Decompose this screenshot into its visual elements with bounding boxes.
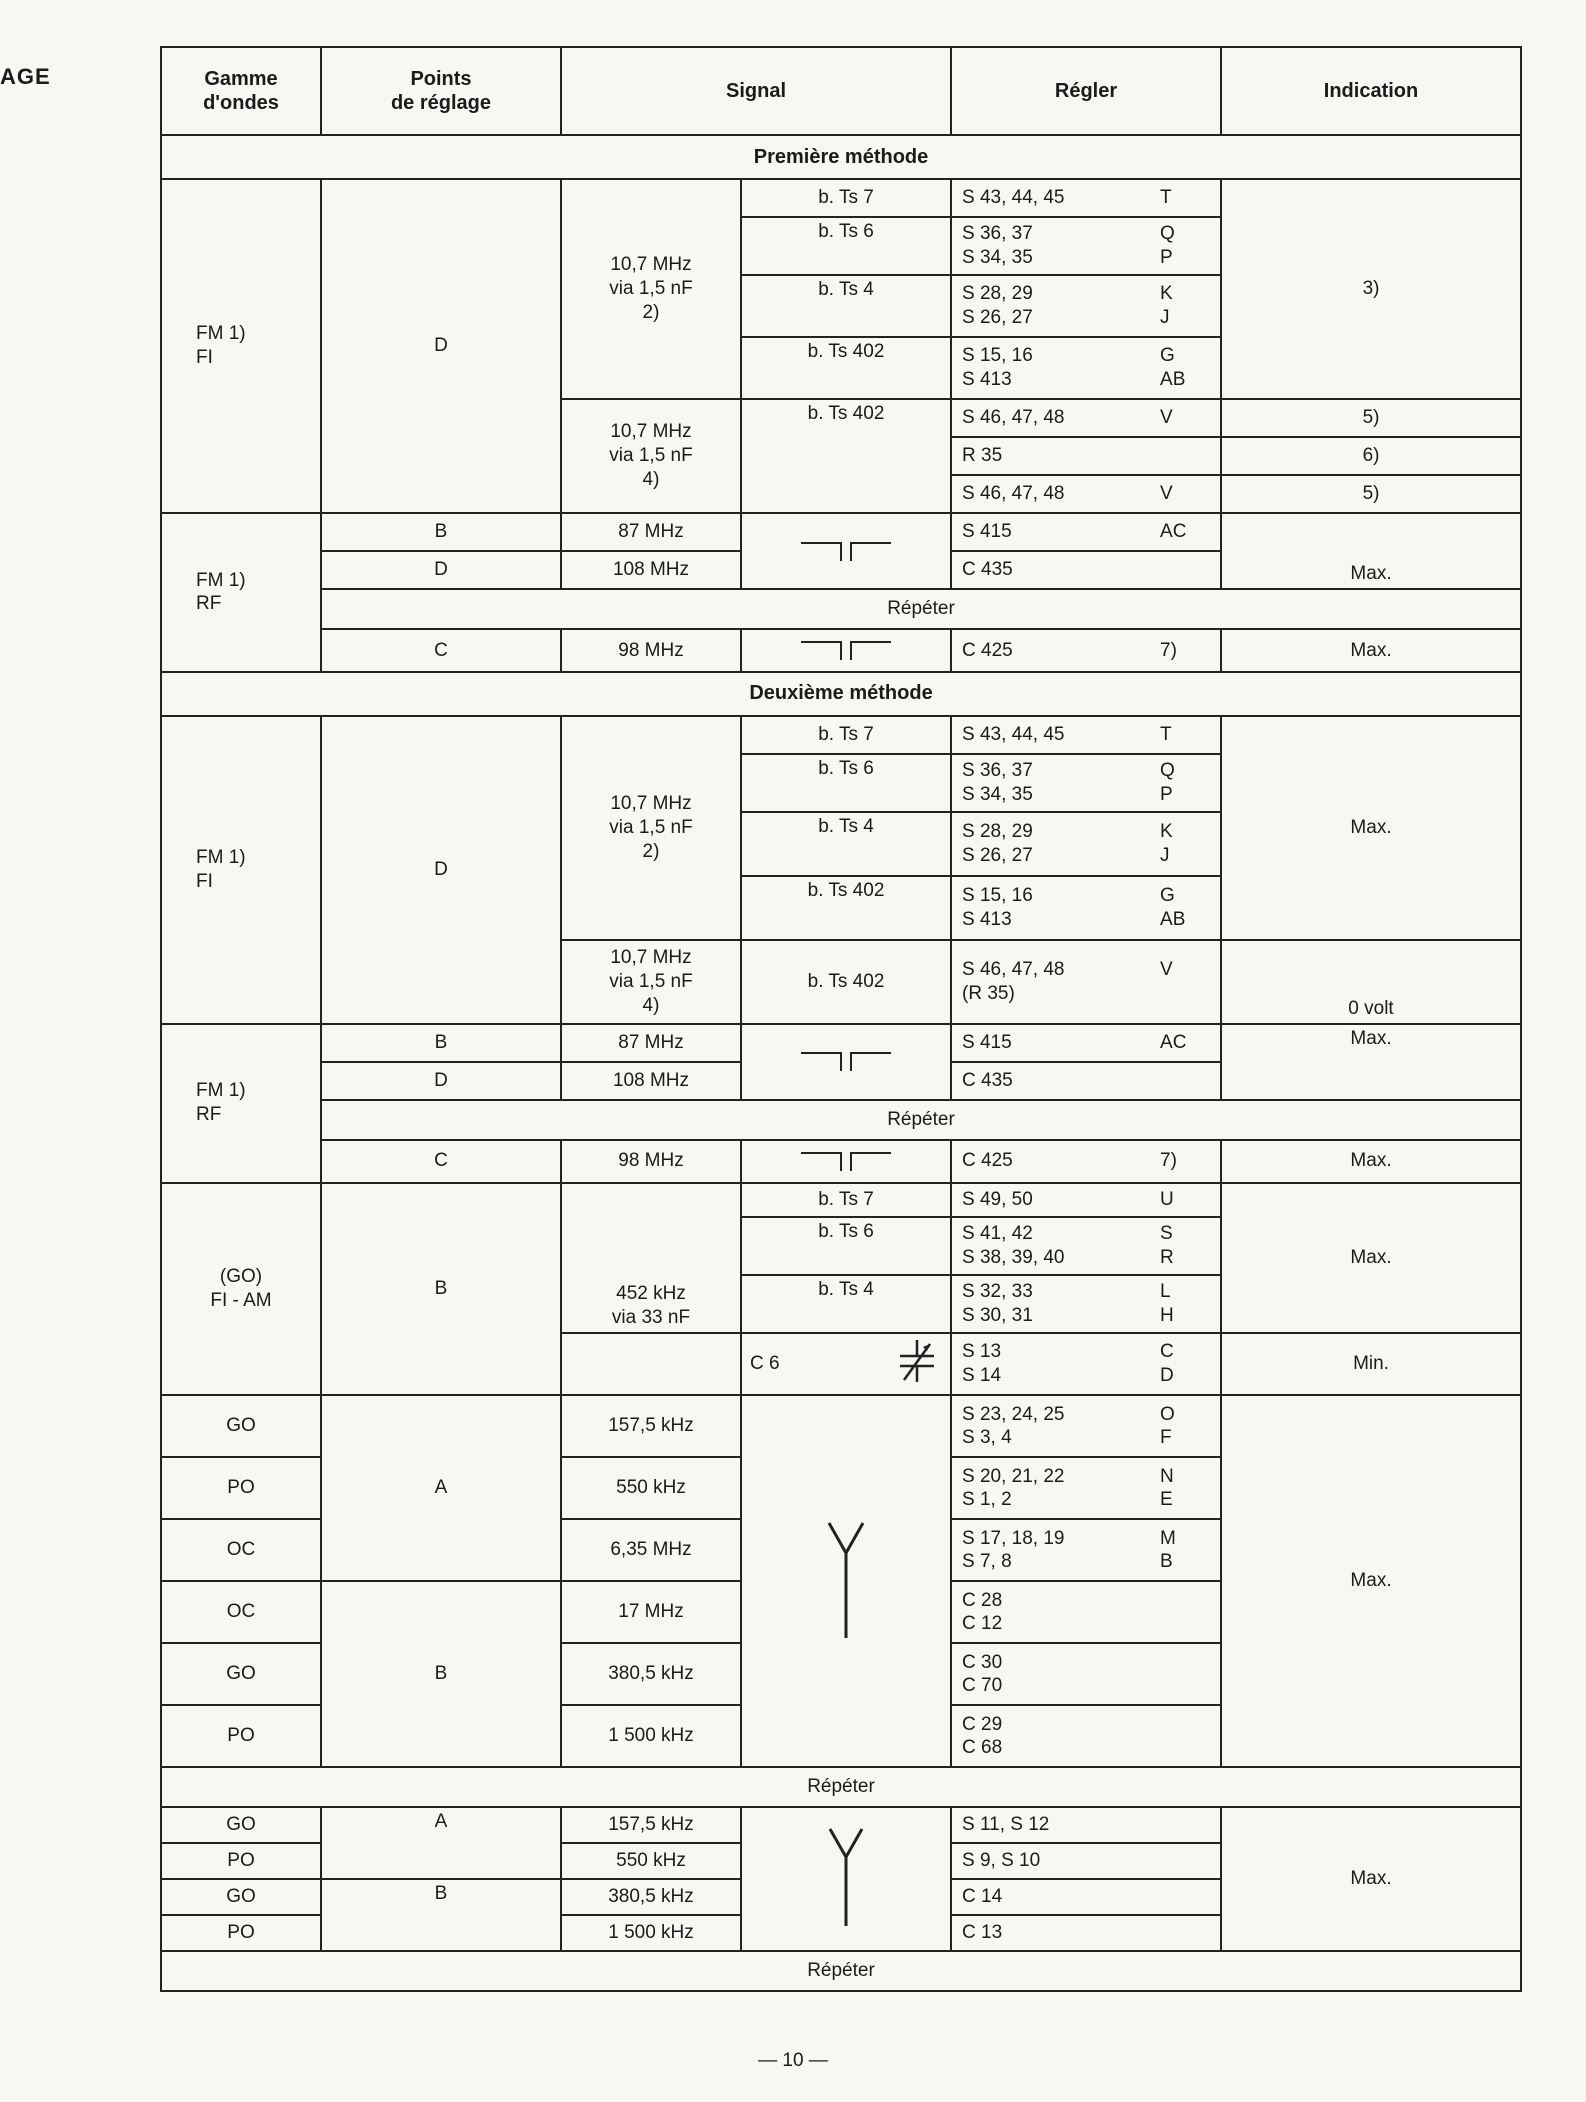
signal-cell-empty xyxy=(561,1333,741,1396)
gamme-cell: FM 1) RF xyxy=(161,513,321,672)
regler-cell: S 415 AC xyxy=(951,513,1221,551)
regler-cell: S 415 AC xyxy=(951,1024,1221,1062)
signal-cell: 1 500 kHz xyxy=(561,1705,741,1767)
signal-cell: 550 kHz xyxy=(561,1843,741,1879)
sub-signal-cell: b. Ts 7 xyxy=(741,716,951,754)
alignment-table xyxy=(160,46,1522,1992)
antenna-icon xyxy=(741,1807,951,1951)
signal-cell: 87 MHz xyxy=(561,513,741,551)
regler-cell: S 9, S 10 xyxy=(951,1843,1221,1879)
pulse-symbol-icon xyxy=(741,629,951,672)
col-gamme-header: Gamme d'ondes xyxy=(161,47,321,135)
regler-cell: S 13 S 14 C D xyxy=(951,1333,1221,1396)
regler-cell: S 36, 37 S 34, 35 Q P xyxy=(951,217,1221,275)
regler-cell: C 425 7) xyxy=(951,1140,1221,1183)
page-number: — 10 — xyxy=(758,2050,828,2071)
regler-cell: S 46, 47, 48 V xyxy=(951,475,1221,513)
sub-signal-cell: b. Ts 6 xyxy=(741,1217,951,1275)
sub-signal-cell: b. Ts 6 xyxy=(741,217,951,275)
gamme-cell: PO xyxy=(161,1843,321,1879)
gamme-cell: GO xyxy=(161,1643,321,1705)
sub-signal-cell: b. Ts 402 xyxy=(741,940,951,1024)
regler-cell: S 32, 33 S 30, 31 L H xyxy=(951,1275,1221,1333)
signal-cell: 6,35 MHz xyxy=(561,1519,741,1581)
regler-cell: C 425 7) xyxy=(951,629,1221,672)
gamme-cell: PO xyxy=(161,1915,321,1951)
signal-cell: 550 kHz xyxy=(561,1457,741,1519)
regler-cell: S 46, 47, 48 (R 35) V xyxy=(951,940,1221,1024)
regler-cell: C 435 xyxy=(951,1062,1221,1100)
signal-cell: 157,5 kHz xyxy=(561,1807,741,1843)
point-cell: C xyxy=(321,629,561,672)
regler-cell: C 29 C 68 xyxy=(951,1705,1221,1767)
signal-cell: 98 MHz xyxy=(561,629,741,672)
indication-cell: Min. xyxy=(1221,1333,1521,1396)
point-cell: D xyxy=(321,716,561,1024)
point-cell: B xyxy=(321,513,561,551)
signal-cell: 380,5 kHz xyxy=(561,1643,741,1705)
regler-cell: S 17, 18, 19 S 7, 8 M B xyxy=(951,1519,1221,1581)
col-signal-header: Signal xyxy=(561,47,951,135)
signal-cell: 108 MHz xyxy=(561,1062,741,1100)
indication-cell: Max. xyxy=(1221,1024,1521,1100)
signal-cell: 98 MHz xyxy=(561,1140,741,1183)
indication-cell: 3) xyxy=(1221,179,1521,399)
indication-cell: 6) xyxy=(1221,437,1521,475)
point-cell: C xyxy=(321,1140,561,1183)
antenna-icon xyxy=(741,1395,951,1767)
regler-cell: C 30 C 70 xyxy=(951,1643,1221,1705)
signal-cell: 10,7 MHz via 1,5 nF 2) xyxy=(561,179,741,399)
regler-cell: C 435 xyxy=(951,551,1221,589)
signal-cell: 452 kHz via 33 nF xyxy=(561,1183,741,1333)
indication-cell: Max. xyxy=(1221,1395,1521,1767)
signal-cell: 87 MHz xyxy=(561,1024,741,1062)
regler-cell: S 41, 42 S 38, 39, 40 S R xyxy=(951,1217,1221,1275)
sub-signal-cell: b. Ts 402 xyxy=(741,399,951,513)
regler-cell: S 46, 47, 48 V xyxy=(951,399,1221,437)
point-cell: D xyxy=(321,1062,561,1100)
signal-cell: 10,7 MHz via 1,5 nF 4) xyxy=(561,940,741,1024)
gamme-cell: FM 1) FI xyxy=(161,716,321,1024)
pulse-symbol-icon xyxy=(741,1024,951,1100)
gamme-cell: PO xyxy=(161,1705,321,1767)
pulse-symbol-icon xyxy=(741,1140,951,1183)
sub-signal-cell: C 6 xyxy=(741,1333,951,1396)
regler-cell: S 36, 37 S 34, 35 Q P xyxy=(951,754,1221,812)
point-cell: A xyxy=(321,1807,561,1879)
gamme-cell: GO xyxy=(161,1395,321,1457)
regler-cell: C 14 xyxy=(951,1879,1221,1915)
gamme-cell: GO xyxy=(161,1879,321,1915)
sub-signal-cell: b. Ts 402 xyxy=(741,337,951,399)
gamme-cell: FM 1) FI xyxy=(161,179,321,513)
col-regler-header: Régler xyxy=(951,47,1221,135)
signal-cell: 108 MHz xyxy=(561,551,741,589)
regler-cell: S 15, 16 S 413 G AB xyxy=(951,337,1221,399)
trimmer-capacitor-icon xyxy=(892,1336,942,1393)
regler-cell: S 43, 44, 45 T xyxy=(951,716,1221,754)
alignment-table-sheet xyxy=(160,46,1522,1992)
header-row xyxy=(161,47,1521,135)
indication-cell: 0 volt xyxy=(1221,940,1521,1024)
gamme-cell: GO xyxy=(161,1807,321,1843)
repeat-row: Répéter xyxy=(321,1100,1521,1140)
repeat-row: Répéter xyxy=(161,1767,1521,1807)
regler-cell: S 20, 21, 22 S 1, 2 N E xyxy=(951,1457,1221,1519)
signal-cell: 10,7 MHz via 1,5 nF 4) xyxy=(561,399,741,513)
point-cell: B xyxy=(321,1581,561,1767)
regler-cell: S 43, 44, 45 T xyxy=(951,179,1221,217)
regler-cell: S 11, S 12 xyxy=(951,1807,1221,1843)
col-indication-header: Indication xyxy=(1221,47,1521,135)
point-cell: B xyxy=(321,1879,561,1951)
margin-heading-fragment: AGE xyxy=(0,64,51,89)
sub-signal-cell: b. Ts 7 xyxy=(741,1183,951,1217)
sub-signal-cell: b. Ts 4 xyxy=(741,1275,951,1333)
sub-signal-cell: b. Ts 4 xyxy=(741,812,951,876)
section-title-first: Première méthode xyxy=(161,135,1521,179)
regler-cell: S 28, 29 S 26, 27 K J xyxy=(951,812,1221,876)
indication-cell: 5) xyxy=(1221,475,1521,513)
signal-cell: 157,5 kHz xyxy=(561,1395,741,1457)
regler-cell: S 49, 50 U xyxy=(951,1183,1221,1217)
signal-cell: 1 500 kHz xyxy=(561,1915,741,1951)
sub-signal-cell: b. Ts 402 xyxy=(741,876,951,940)
regler-cell: R 35 xyxy=(951,437,1221,475)
point-cell: B xyxy=(321,1183,561,1396)
regler-cell: C 28 C 12 xyxy=(951,1581,1221,1643)
indication-cell: Max. xyxy=(1221,1140,1521,1183)
regler-cell: S 15, 16 S 413 G AB xyxy=(951,876,1221,940)
repeat-row: Répéter xyxy=(161,1951,1521,1991)
indication-cell: Max. xyxy=(1221,1807,1521,1951)
repeat-row: Répéter xyxy=(321,589,1521,629)
signal-cell: 380,5 kHz xyxy=(561,1879,741,1915)
gamme-cell: OC xyxy=(161,1519,321,1581)
point-cell: D xyxy=(321,179,561,513)
section-title-second: Deuxième méthode xyxy=(161,672,1521,716)
indication-cell: Max. xyxy=(1221,513,1521,589)
sub-signal-cell: b. Ts 6 xyxy=(741,754,951,812)
pulse-symbol-icon xyxy=(741,513,951,589)
col-points-header: Points de réglage xyxy=(321,47,561,135)
indication-cell: 5) xyxy=(1221,399,1521,437)
regler-cell: S 28, 29 S 26, 27 K J xyxy=(951,275,1221,337)
signal-cell: 10,7 MHz via 1,5 nF 2) xyxy=(561,716,741,940)
indication-cell: Max. xyxy=(1221,716,1521,940)
gamme-cell: (GO) FI - AM xyxy=(161,1183,321,1396)
point-cell: A xyxy=(321,1395,561,1581)
gamme-cell: FM 1) RF xyxy=(161,1024,321,1183)
sub-signal-cell: b. Ts 7 xyxy=(741,179,951,217)
indication-cell: Max. xyxy=(1221,1183,1521,1333)
gamme-cell: OC xyxy=(161,1581,321,1643)
point-cell: B xyxy=(321,1024,561,1062)
indication-cell: Max. xyxy=(1221,629,1521,672)
regler-cell: S 23, 24, 25 S 3, 4 O F xyxy=(951,1395,1221,1457)
regler-cell: C 13 xyxy=(951,1915,1221,1951)
gamme-cell: PO xyxy=(161,1457,321,1519)
signal-cell: 17 MHz xyxy=(561,1581,741,1643)
point-cell: D xyxy=(321,551,561,589)
sub-signal-cell: b. Ts 4 xyxy=(741,275,951,337)
